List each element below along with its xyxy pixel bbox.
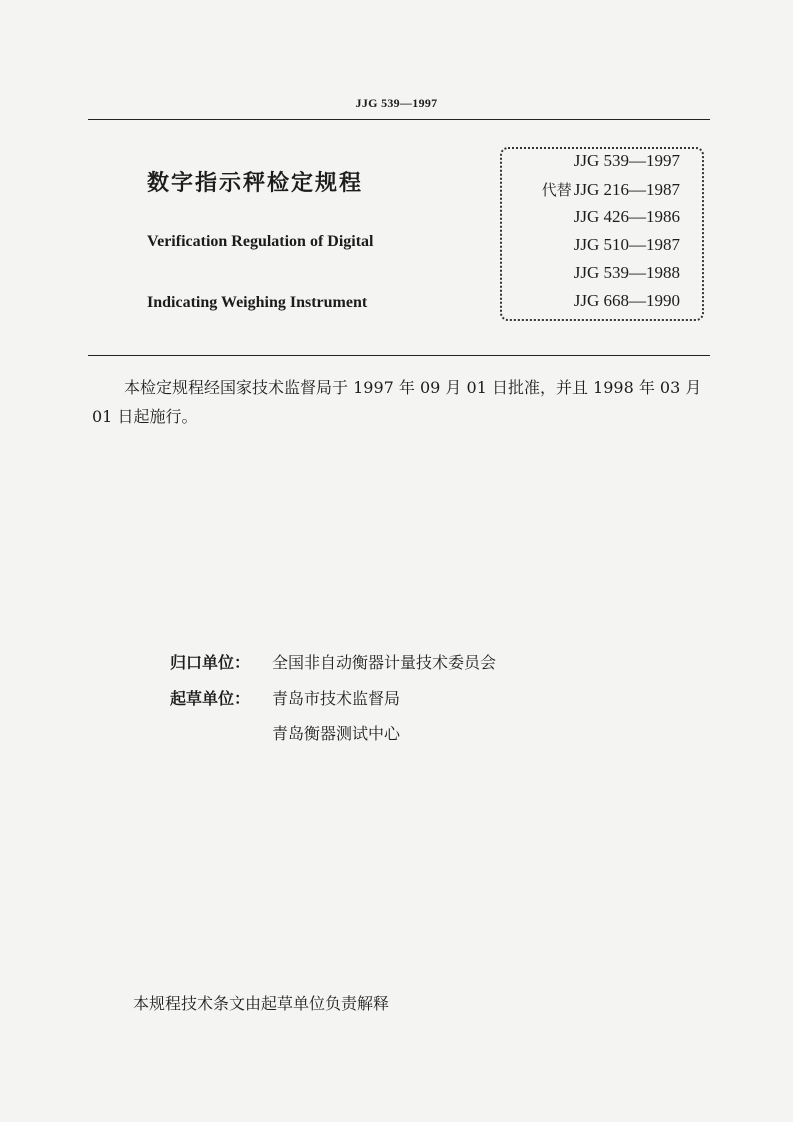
header-code: JJG 539—1997 [355, 96, 438, 110]
title-english-line1: Verification Regulation of Digital [147, 233, 374, 250]
approval-text: 本检定规程经国家技术监督局于 1997 年 09 月 01 日批准，并且 1998 年 03 月 01 日起施行。 [92, 378, 702, 426]
responsible-unit-value: 全国非自动衡器计量技术委员会 [272, 653, 497, 672]
drafting-unit-label: 起草单位： [170, 689, 251, 708]
replaced-code: JJG 539—1988 [573, 263, 680, 282]
responsible-unit-label: 归口单位： [170, 653, 251, 672]
standard-code-box [500, 147, 704, 321]
drafting-unit-value: 青岛市技术监督局 [272, 689, 401, 708]
title-english-line2: Indicating Weighing Instrument [147, 294, 368, 311]
drafting-unit-value: 青岛衡器测试中心 [272, 724, 401, 743]
top-divider [88, 119, 710, 120]
replaced-code: JJG 426—1986 [573, 207, 680, 226]
replaced-code: JJG 216—1987 [573, 180, 680, 199]
title-chinese: 数字指示秤检定规程 [147, 171, 364, 196]
replaces-label: 代替 [541, 181, 572, 199]
current-code: JJG 539—1997 [573, 151, 680, 170]
replaced-code: JJG 668—1990 [573, 291, 680, 310]
middle-divider [88, 355, 710, 356]
footer-note: 本规程技术条文由起草单位负责解释 [133, 994, 390, 1013]
replaced-code-line [542, 179, 680, 200]
replaced-code: JJG 510—1987 [573, 235, 680, 254]
